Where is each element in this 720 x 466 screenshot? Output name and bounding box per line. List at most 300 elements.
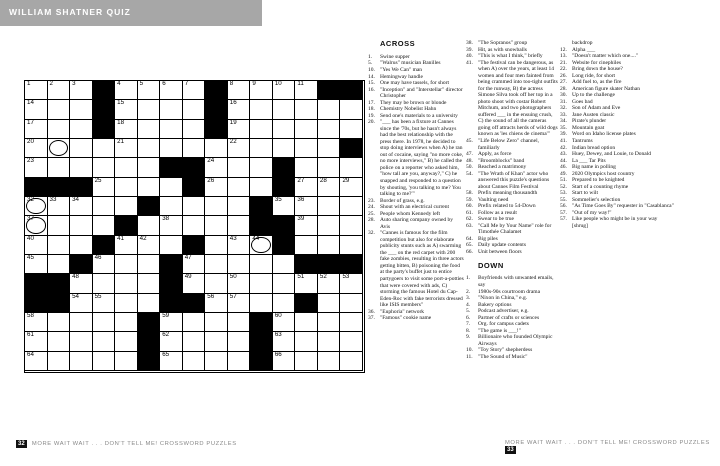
- grid-cell[interactable]: [138, 100, 161, 119]
- grid-cell[interactable]: [25, 100, 48, 119]
- grid-cell[interactable]: [115, 139, 138, 158]
- clue-text: "Euphoria" network: [380, 308, 425, 315]
- grid-cell[interactable]: [138, 294, 161, 313]
- clue-number: 53.: [560, 190, 567, 197]
- grid-cell[interactable]: [70, 216, 93, 235]
- clue-text: "Toy Story" shepherdess: [478, 347, 533, 354]
- grid-cell[interactable]: [273, 274, 296, 293]
- clue-item: [466, 275, 558, 288]
- grid-cell[interactable]: [340, 120, 363, 139]
- clue-text: Daily update contents: [478, 242, 526, 249]
- grid-cell[interactable]: [250, 158, 273, 177]
- clue-number: 64: [27, 350, 34, 358]
- grid-cell[interactable]: [183, 197, 206, 216]
- grid-cell[interactable]: [205, 139, 228, 158]
- grid-cell[interactable]: [295, 139, 318, 158]
- grid-cell[interactable]: [70, 332, 93, 351]
- grid-cell[interactable]: [25, 81, 48, 100]
- grid-cell[interactable]: [183, 100, 206, 119]
- clue-number: 60.: [466, 203, 473, 210]
- grid-cell[interactable]: [340, 100, 363, 119]
- clue-text: "The festival can be dangerous, as when A) over the years, at least 14 women and four men fainted from being crammed into too-tight outfits for the runway, B) the actress Simone Silva took off her top in a photo shoot with costar Robert Mitchum, and two photographers suffered ___ in the ensuing crush, C) the sound of all the cameras going off attracts herds of wild dogs known as 'les chiens de cinema'": [478, 59, 558, 138]
- grid-cell[interactable]: [93, 216, 116, 235]
- grid-cell[interactable]: [160, 120, 183, 139]
- clue-text: backdrop: [572, 40, 593, 46]
- black-square: [115, 216, 138, 235]
- clue-number: 40.: [466, 53, 473, 60]
- clue-text: Mountain goat: [572, 124, 605, 131]
- grid-cell[interactable]: [25, 158, 48, 177]
- clue-text: Goes bad: [572, 98, 593, 105]
- grid-cell[interactable]: [205, 294, 228, 313]
- grid-cell[interactable]: [318, 274, 341, 293]
- grid-cell[interactable]: [93, 139, 116, 158]
- clue-text: Bakery options: [478, 301, 512, 308]
- grid-cell[interactable]: [295, 332, 318, 351]
- grid-cell[interactable]: [115, 100, 138, 119]
- grid-cell[interactable]: [250, 236, 273, 255]
- grid-cell[interactable]: [138, 139, 161, 158]
- grid-cell[interactable]: [115, 197, 138, 216]
- grid-cell[interactable]: [48, 120, 71, 139]
- grid-cell[interactable]: [48, 332, 71, 351]
- grid-cell[interactable]: [48, 81, 71, 100]
- clue-number: 34.: [560, 118, 567, 125]
- grid-cell[interactable]: [250, 100, 273, 119]
- grid-cell[interactable]: [340, 216, 363, 235]
- grid-cell[interactable]: [250, 294, 273, 313]
- clue-text: Prefix meaning thousandth: [478, 190, 538, 197]
- page-number: 33: [507, 447, 514, 453]
- grid-cell[interactable]: [318, 313, 341, 332]
- clue-number: 1.: [368, 53, 373, 60]
- clue-item: [466, 138, 558, 151]
- clue-number: 12.: [560, 46, 567, 53]
- grid-cell[interactable]: [115, 178, 138, 197]
- clue-text: Tantrums: [572, 137, 593, 144]
- grid-cell[interactable]: [295, 178, 318, 197]
- clue-text: Unit between floors: [478, 249, 522, 255]
- black-square: [295, 255, 318, 274]
- grid-cell[interactable]: [228, 139, 251, 158]
- clue-number: 59.: [466, 196, 473, 203]
- grid-cell[interactable]: [115, 313, 138, 332]
- clue-text: Big piles: [478, 235, 498, 242]
- grid-cell[interactable]: [295, 313, 318, 332]
- grid-cell[interactable]: [183, 332, 206, 351]
- grid-cell[interactable]: [160, 313, 183, 332]
- clue-text: Hit, as with snowballs: [478, 46, 527, 53]
- black-square: [93, 236, 116, 255]
- grid-cell[interactable]: [160, 81, 183, 100]
- grid-cell[interactable]: [318, 236, 341, 255]
- grid-cell[interactable]: [340, 178, 363, 197]
- grid-cell[interactable]: [93, 313, 116, 332]
- grid-cell[interactable]: [340, 313, 363, 332]
- clue-number: 1: [27, 80, 31, 87]
- grid-cell[interactable]: [205, 274, 228, 293]
- clue-text: Long ride, for short: [572, 72, 616, 79]
- grid-cell[interactable]: [160, 352, 183, 371]
- clue-number: 39: [297, 215, 305, 223]
- grid-cell[interactable]: [115, 352, 138, 371]
- grid-cell[interactable]: [93, 255, 116, 274]
- black-square: [138, 313, 161, 332]
- clue-number: 33: [49, 196, 57, 203]
- grid-cell[interactable]: [160, 178, 183, 197]
- grid-cell[interactable]: [273, 332, 296, 351]
- grid-cell[interactable]: [48, 139, 71, 158]
- grid-cell[interactable]: [273, 313, 296, 332]
- clue-number: 25: [94, 176, 102, 184]
- grid-cell[interactable]: [160, 100, 183, 119]
- grid-cell[interactable]: [340, 294, 363, 313]
- grid-cell[interactable]: [295, 236, 318, 255]
- clue-number: 28.: [368, 217, 375, 224]
- clue-number: 9: [252, 80, 256, 87]
- grid-cell[interactable]: [205, 158, 228, 177]
- clues-column-2: [466, 40, 558, 360]
- grid-cell[interactable]: [48, 158, 71, 177]
- grid-cell[interactable]: [93, 274, 116, 293]
- black-square: [160, 294, 183, 313]
- clue-number: 2: [49, 80, 53, 87]
- grid-cell[interactable]: [138, 216, 161, 235]
- grid-cell[interactable]: [93, 178, 116, 197]
- grid-cell[interactable]: [295, 81, 318, 100]
- grid-cell[interactable]: [138, 120, 161, 139]
- clue-text: Pirate's plunder: [572, 118, 607, 125]
- clue-text: "Out of my way!": [572, 209, 612, 216]
- grid-cell[interactable]: [318, 332, 341, 351]
- grid-cell[interactable]: [115, 274, 138, 293]
- clue-number: 57: [229, 292, 237, 300]
- black-square: [138, 352, 161, 371]
- black-square: [160, 274, 183, 293]
- clue-text: Jane Austen classic: [572, 111, 615, 118]
- grid-cell[interactable]: [70, 139, 93, 158]
- grid-cell[interactable]: [295, 197, 318, 216]
- grid-cell[interactable]: [25, 332, 48, 351]
- grid-cell[interactable]: [70, 236, 93, 255]
- black-square: [160, 255, 183, 274]
- clue-text: Auto sharing company owned by Avis: [380, 217, 454, 230]
- grid-cell[interactable]: [93, 352, 116, 371]
- black-square: [93, 100, 116, 119]
- grid-cell[interactable]: [48, 255, 71, 274]
- clue-text: Boyfriends with unwanted emails, say: [478, 275, 554, 288]
- grid-cell[interactable]: [25, 236, 48, 255]
- clue-number: 49.: [560, 170, 567, 177]
- grid-cell[interactable]: [138, 81, 161, 100]
- grid-cell[interactable]: [205, 216, 228, 235]
- black-square: [183, 178, 206, 197]
- clue-text: Prefix related to 54-Down: [478, 203, 536, 210]
- grid-cell[interactable]: [93, 158, 116, 177]
- grid-cell[interactable]: [93, 294, 116, 313]
- grid-cell[interactable]: [160, 236, 183, 255]
- black-square: [205, 81, 228, 100]
- grid-cell[interactable]: [25, 255, 48, 274]
- grid-cell[interactable]: [183, 216, 206, 235]
- clue-number: 28.: [560, 85, 567, 92]
- grid-cell[interactable]: [228, 332, 251, 351]
- clue-number: 24.: [368, 204, 375, 211]
- grid-cell[interactable]: [250, 255, 273, 274]
- clue-number: 22: [229, 138, 237, 145]
- grid-cell[interactable]: [205, 197, 228, 216]
- grid-cell[interactable]: [138, 274, 161, 293]
- clue-number: 5.: [466, 308, 471, 315]
- grid-cell[interactable]: [273, 139, 296, 158]
- grid-cell[interactable]: [25, 120, 48, 139]
- clue-number: 52.: [560, 183, 567, 190]
- grid-cell[interactable]: [318, 294, 341, 313]
- grid-cell[interactable]: [25, 216, 48, 235]
- clue-number: 43.: [560, 151, 567, 158]
- grid-cell[interactable]: [70, 313, 93, 332]
- grid-cell[interactable]: [48, 197, 71, 216]
- clue-number: 35: [274, 196, 282, 203]
- grid-cell[interactable]: [48, 216, 71, 235]
- grid-cell[interactable]: [70, 274, 93, 293]
- grid-cell[interactable]: [138, 158, 161, 177]
- grid-cell[interactable]: [250, 178, 273, 197]
- circle-mark: [26, 217, 46, 233]
- clue-text: Prepared to be knighted: [572, 177, 625, 184]
- grid-cell[interactable]: [138, 255, 161, 274]
- grid-cell[interactable]: [340, 274, 363, 293]
- clue-number: 4: [117, 80, 121, 87]
- grid-cell[interactable]: [250, 274, 273, 293]
- grid-cell[interactable]: [228, 120, 251, 139]
- black-square: [273, 158, 296, 177]
- clue-number: 58.: [466, 190, 473, 197]
- grid-cell[interactable]: [228, 81, 251, 100]
- grid-cell[interactable]: [48, 352, 71, 371]
- grid-cell[interactable]: [228, 294, 251, 313]
- grid-cell[interactable]: [273, 197, 296, 216]
- clue-text: Follow as a result: [478, 209, 517, 216]
- grid-cell[interactable]: [138, 178, 161, 197]
- grid-cell[interactable]: [25, 197, 48, 216]
- grid-cell[interactable]: [160, 139, 183, 158]
- black-square: [318, 255, 341, 274]
- grid-cell[interactable]: [205, 332, 228, 351]
- clue-number: 34: [72, 196, 79, 203]
- clue-number: 47: [184, 254, 192, 261]
- clue-number: 4.: [466, 301, 471, 308]
- grid-cell[interactable]: [295, 274, 318, 293]
- grid-cell[interactable]: [228, 100, 251, 119]
- grid-cell[interactable]: [70, 294, 93, 313]
- grid-cell[interactable]: [318, 216, 341, 235]
- clue-number: 62: [162, 331, 170, 339]
- clue-number: 56.: [560, 203, 567, 210]
- clue-number: 41: [117, 234, 125, 242]
- clue-text: Swine supper: [380, 53, 410, 60]
- clue-text: Partner of crafts or sciences: [478, 314, 540, 321]
- grid-cell[interactable]: [205, 178, 228, 197]
- clue-text: Son of Adam and Eve: [572, 105, 621, 112]
- grid-cell[interactable]: [160, 197, 183, 216]
- black-square: [48, 294, 71, 313]
- grid-cell[interactable]: [318, 158, 341, 177]
- clue-number: 24: [207, 157, 215, 165]
- grid-cell[interactable]: [250, 81, 273, 100]
- grid-cell[interactable]: [340, 332, 363, 351]
- grid-cell[interactable]: [93, 332, 116, 351]
- clue-text: Shout with an electrical current: [380, 204, 450, 211]
- grid-cell[interactable]: [273, 100, 296, 119]
- grid-cell[interactable]: [228, 274, 251, 293]
- clue-number: 49: [184, 273, 192, 281]
- grid-cell[interactable]: [318, 100, 341, 119]
- grid-cell[interactable]: [70, 352, 93, 371]
- clue-number: 64.: [466, 235, 473, 242]
- grid-cell[interactable]: [48, 236, 71, 255]
- black-square: [273, 216, 296, 235]
- grid-cell[interactable]: [340, 158, 363, 177]
- black-square: [340, 139, 363, 158]
- grid-cell[interactable]: [273, 294, 296, 313]
- clue-item: [466, 60, 558, 138]
- grid-cell[interactable]: [115, 120, 138, 139]
- grid-cell[interactable]: [250, 120, 273, 139]
- grid-cell[interactable]: [318, 178, 341, 197]
- grid-cell[interactable]: [25, 352, 48, 371]
- down-heading: DOWN: [478, 260, 504, 270]
- grid-cell[interactable]: [205, 236, 228, 255]
- clue-number: 5: [139, 80, 144, 87]
- black-square: [295, 294, 318, 313]
- grid-cell[interactable]: [115, 294, 138, 313]
- black-square: [273, 236, 296, 255]
- grid-cell[interactable]: [115, 332, 138, 351]
- grid-cell[interactable]: [205, 313, 228, 332]
- grid-cell[interactable]: [70, 158, 93, 177]
- clue-item: [466, 249, 558, 256]
- grid-cell[interactable]: [183, 255, 206, 274]
- clue-item: [368, 315, 464, 322]
- grid-cell[interactable]: [160, 216, 183, 235]
- grid-cell[interactable]: [70, 81, 93, 100]
- grid-cell[interactable]: [70, 100, 93, 119]
- grid-cell[interactable]: [70, 120, 93, 139]
- grid-cell[interactable]: [228, 352, 251, 371]
- black-square: [70, 178, 93, 197]
- clue-number: 59: [162, 312, 170, 319]
- grid-cell[interactable]: [48, 100, 71, 119]
- grid-cell[interactable]: [160, 332, 183, 351]
- clue-number: 19.: [368, 112, 375, 119]
- grid-cell[interactable]: [340, 236, 363, 255]
- clue-number: 54.: [466, 170, 473, 177]
- clue-number: [560, 223, 572, 230]
- grid-cell[interactable]: [318, 197, 341, 216]
- grid-cell[interactable]: [273, 352, 296, 371]
- clue-text: Billionaire who founded Olympic Airways: [478, 334, 553, 347]
- grid-cell[interactable]: [228, 158, 251, 177]
- grid-cell[interactable]: [318, 352, 341, 371]
- black-square: [93, 81, 116, 100]
- grid-cell[interactable]: [228, 216, 251, 235]
- clue-number: 35.: [560, 124, 567, 131]
- grid-cell[interactable]: [183, 120, 206, 139]
- grid-cell[interactable]: [295, 100, 318, 119]
- grid-cell[interactable]: [205, 352, 228, 371]
- black-square: [48, 274, 71, 293]
- clue-number: 50: [229, 273, 237, 281]
- grid-cell[interactable]: [183, 81, 206, 100]
- grid-cell[interactable]: [183, 139, 206, 158]
- grid-cell[interactable]: [318, 139, 341, 158]
- clue-number: 37: [27, 215, 34, 223]
- clue-text: "Inception" and "Interstellar" director Christopher: [380, 86, 463, 100]
- grid-cell[interactable]: [273, 120, 296, 139]
- grid-cell[interactable]: [25, 313, 48, 332]
- clue-item: [466, 334, 558, 347]
- grid-cell[interactable]: [115, 158, 138, 177]
- grid-cell[interactable]: [228, 313, 251, 332]
- black-square: [340, 255, 363, 274]
- grid-cell[interactable]: [25, 139, 48, 158]
- clue-item: [466, 171, 558, 191]
- grid-cell[interactable]: [228, 178, 251, 197]
- grid-cell[interactable]: [318, 120, 341, 139]
- clue-text: "The Sopranos" group: [478, 40, 528, 46]
- grid-cell[interactable]: [295, 352, 318, 371]
- grid-cell[interactable]: [115, 236, 138, 255]
- clue-number: 26: [207, 176, 215, 184]
- grid-cell[interactable]: [340, 352, 363, 371]
- grid-cell[interactable]: [228, 255, 251, 274]
- grid-cell[interactable]: [183, 274, 206, 293]
- clue-text: Alpha ___: [572, 46, 596, 53]
- grid-cell[interactable]: [250, 139, 273, 158]
- grid-cell[interactable]: [295, 120, 318, 139]
- clue-text: Big name in polling: [572, 164, 616, 171]
- grid-cell[interactable]: [295, 216, 318, 235]
- grid-cell[interactable]: [205, 255, 228, 274]
- clue-text: They may be brown or blonde: [380, 99, 447, 106]
- grid-cell[interactable]: [115, 255, 138, 274]
- grid-cell[interactable]: [183, 352, 206, 371]
- clue-number: 39.: [560, 131, 567, 138]
- grid-cell[interactable]: [115, 81, 138, 100]
- grid-cell[interactable]: [228, 197, 251, 216]
- black-square: [250, 352, 273, 371]
- grid-cell[interactable]: [340, 197, 363, 216]
- grid-cell[interactable]: [138, 236, 161, 255]
- clue-text: Website for cinephiles: [572, 59, 622, 66]
- grid-cell[interactable]: [183, 313, 206, 332]
- clue-number: 57.: [560, 209, 567, 216]
- grid-cell[interactable]: [48, 313, 71, 332]
- clue-number: 37.: [368, 315, 375, 322]
- grid-cell[interactable]: [273, 255, 296, 274]
- grid-cell[interactable]: [93, 197, 116, 216]
- clue-number: 51: [297, 273, 305, 281]
- clue-number: 26.: [560, 72, 567, 79]
- grid-cell[interactable]: [228, 236, 251, 255]
- clue-text: People whom Kennedy left: [380, 210, 441, 217]
- grid-cell[interactable]: [273, 81, 296, 100]
- footer-text: MORE WAIT WAIT . . . DON'T TELL ME! CROSSWORD PUZZLES: [505, 440, 710, 446]
- clue-text: Apply, as force: [478, 151, 512, 158]
- grid-cell[interactable]: [295, 158, 318, 177]
- grid-cell[interactable]: [70, 197, 93, 216]
